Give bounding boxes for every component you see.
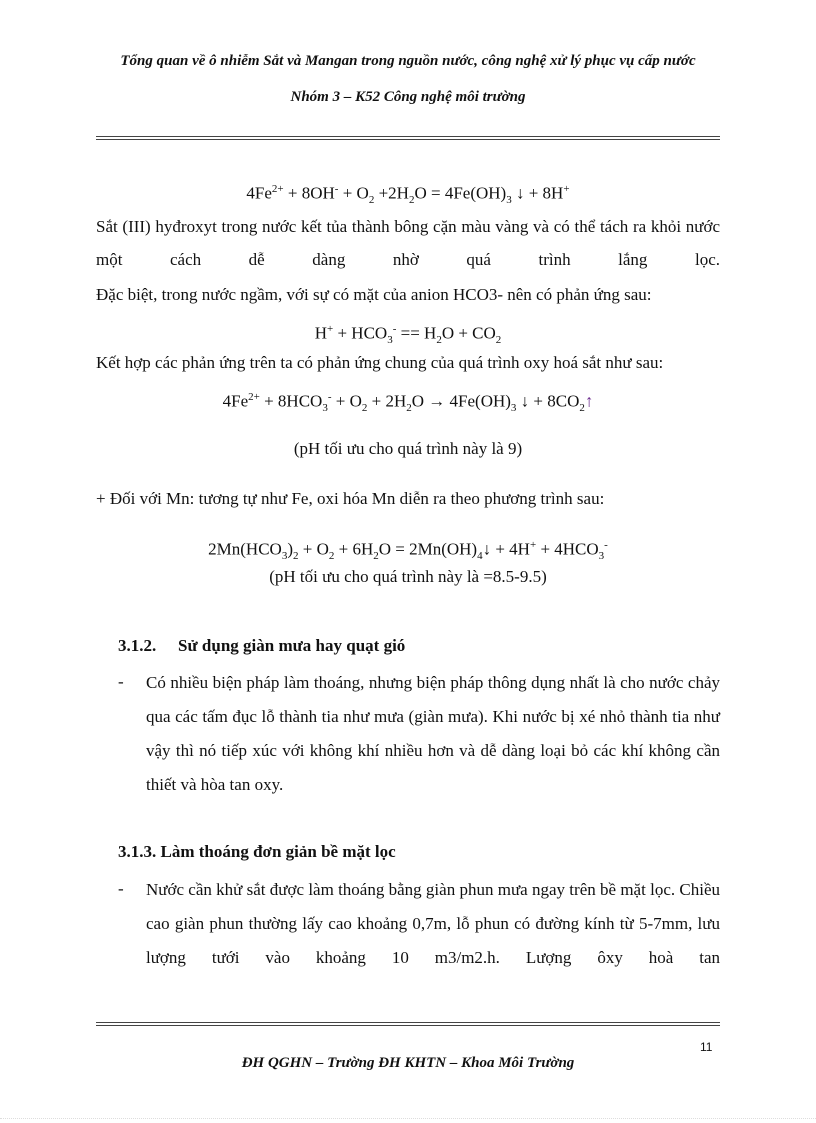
equation-mn: $2Mn(HCO_3)_2 + O_2 + 6H_2O$ = $2Mn(OH)_4↓ + 4H^+ + 4HCO_3^-$ bbox=[208, 539, 608, 563]
combine-paragraph: Kết hợp các phản ứng trên ta có phản ứng chung của quá trình oxy hoá sắt như sau: bbox=[96, 353, 664, 372]
section-number: 3.1.3. bbox=[118, 842, 157, 861]
section-heading bbox=[118, 636, 405, 656]
page-edge bbox=[0, 1118, 816, 1119]
header-title: Tổng quan về ô nhiễm Sắt và Mangan trong nguồn nước, công nghệ xử lý phục vụ cấp nước bbox=[120, 53, 696, 69]
section-title: Sử dụng giàn mưa hay quạt gió bbox=[178, 636, 406, 655]
equation-bicarbonate: $H^+ + HCO_3^- == H_2O + CO_2$ bbox=[314, 323, 502, 347]
ph-fe-note: (pH tối ưu cho quá trình này là 9) bbox=[293, 439, 523, 458]
mn-paragraph: + Đối với Mn: tương tự như Fe, oxi hóa Mn diễn ra theo phương trình sau: bbox=[96, 489, 605, 508]
equation-combined: $4Fe^{2+} + 8HCO_3^- + O_2 + 2H_2O \to 4Fe(OH)_3$ ↓ + $8CO_2↑$ bbox=[222, 391, 594, 415]
page-number: 11 bbox=[700, 1040, 713, 1054]
section-title: Làm thoáng đơn giản bề mặt lọc bbox=[160, 842, 396, 861]
arrow-up-icon: ↑ bbox=[584, 391, 594, 411]
header-rule bbox=[96, 136, 720, 140]
footer-text: ĐH QGHN – Trường ĐH KHTN – Khoa Môi Trường bbox=[241, 1055, 575, 1071]
ph-mn-note: (pH tối ưu cho quá trình này là =8.5-9.5) bbox=[269, 567, 547, 586]
section-paragraph: Nước cần khử sắt được làm thoáng bằng giàn phun mưa ngay trên bề mặt lọc. Chiều cao giàn phun thường lấy cao khoảng 0,7m, lỗ phun có đường kính từ 5-7mm, lưu lượng tưới vào khoảng 10 m3/m2.h. Lượng ôxy hoà tan bbox=[146, 880, 720, 967]
header-subtitle: Nhóm 3 – K52 Công nghệ môi trường bbox=[290, 89, 526, 105]
special-paragraph: Đặc biệt, trong nước ngầm, với sự có mặt của anion HCO3- nên có phản ứng sau: bbox=[96, 285, 652, 304]
bullet-dash: - bbox=[118, 672, 124, 691]
section-number: 3.1.2. bbox=[118, 636, 157, 655]
section-heading bbox=[118, 842, 396, 862]
bullet-dash: - bbox=[118, 879, 124, 898]
intro-paragraph: Sắt (III) hyđroxyt trong nước kết tủa thành bông cặn màu vàng và có thể tách ra khỏi nước một cách dễ dàng nhờ quá trình lắng lọc. bbox=[96, 217, 720, 269]
footer-rule bbox=[96, 1022, 720, 1026]
equation-fe-oxidation: $4Fe^{2+} + 8OH^- + O_2 +2H_2O = 4Fe(OH)_3$ ↓ + 8H+ bbox=[246, 183, 570, 207]
section-paragraph: Có nhiều biện pháp làm thoáng, nhưng biện pháp thông dụng nhất là cho nước chảy qua các tấm đục lỗ thành tia như mưa (giàn mưa). Khi nước bị xé nhỏ thành tia như vậy thì nó tiếp xúc với không khí nhiều hơn và dễ dàng loại bỏ các khí không cần thiết và hòa tan oxy. bbox=[146, 673, 720, 794]
